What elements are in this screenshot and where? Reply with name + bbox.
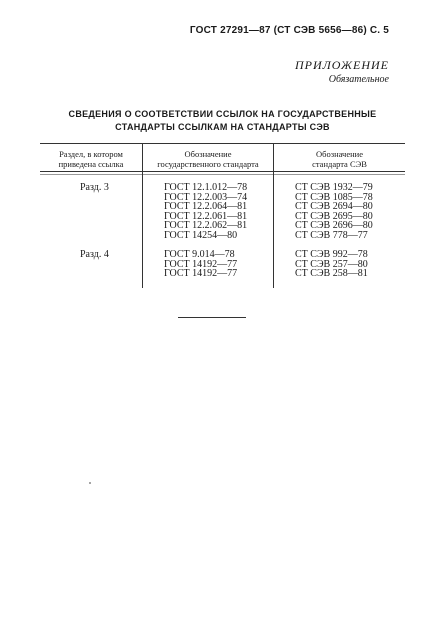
column-header-gost: [143, 149, 273, 169]
sev-ref: СТ СЭВ 2696—80: [295, 220, 373, 232]
table-row-2-sev: [295, 250, 368, 279]
gost-ref: ГОСТ 12.2.062—81: [164, 220, 248, 232]
appendix-subtitle: Обязательное: [328, 74, 389, 85]
end-of-document-rule: [178, 317, 246, 318]
document-title-line-2: СТАНДАРТЫ ССЫЛКАМ НА СТАНДАРТЫ СЭВ: [115, 122, 330, 132]
column-header-sev-line2: стандарта СЭВ: [312, 159, 367, 169]
column-header-section-line1: Раздел, в котором: [59, 149, 123, 159]
column-header-sev: [274, 149, 405, 169]
table-header-rule: [40, 171, 405, 172]
gost-ref: ГОСТ 12.1.012—78: [164, 182, 248, 193]
gost-ref: ГОСТ 14192—77: [164, 258, 238, 270]
table-top-rule: [40, 143, 405, 144]
column-header-sev-line1: Обозначение: [316, 149, 363, 159]
sev-ref: СТ СЭВ 258—81: [295, 268, 368, 280]
sev-ref: СТ СЭВ 992—78: [295, 249, 368, 260]
column-header-section: [40, 149, 142, 169]
column-header-section-line2: приведена ссылка: [58, 159, 124, 169]
gost-ref: ГОСТ 14254—80: [164, 229, 238, 241]
page-header: ГОСТ 27291—87 (СТ СЭВ 5656—86) С. 5: [189, 25, 389, 36]
column-header-gost-line2: государственного стандарта: [157, 159, 259, 169]
sev-ref: СТ СЭВ 2694—80: [295, 201, 373, 213]
sev-ref: СТ СЭВ 778—77: [295, 229, 368, 241]
gost-ref: ГОСТ 9.014—78: [164, 249, 235, 260]
table-row-2-section: Разд. 4: [80, 249, 109, 260]
sev-ref: СТ СЭВ 1932—79: [295, 182, 373, 193]
sev-ref: СТ СЭВ 2695—80: [295, 210, 373, 222]
sev-ref: СТ СЭВ 257—80: [295, 258, 368, 270]
column-header-gost-line1: Обозначение: [184, 149, 232, 159]
table-row-2-gost: [164, 250, 237, 279]
appendix-title: ПРИЛОЖЕНИЕ: [295, 58, 389, 72]
gost-ref: ГОСТ 12.2.064—81: [164, 201, 248, 213]
gost-ref: ГОСТ 14192—77: [164, 268, 238, 280]
gost-ref: ГОСТ 12.2.061—81: [164, 210, 248, 222]
table-row-1-section: Разд. 3: [80, 182, 109, 193]
table-row-1-gost: [164, 183, 247, 241]
gost-ref: ГОСТ 12.2.003—74: [164, 191, 248, 203]
sev-ref: СТ СЭВ 1085—78: [295, 191, 373, 203]
table-row-1-sev: [295, 183, 373, 241]
document-title-line-1: СВЕДЕНИЯ О СООТВЕТСТВИИ ССЫЛОК НА ГОСУДАРСТВЕННЫЕ: [68, 109, 377, 119]
table-header-rule-secondary: [40, 174, 405, 175]
scan-speck: [89, 482, 91, 484]
